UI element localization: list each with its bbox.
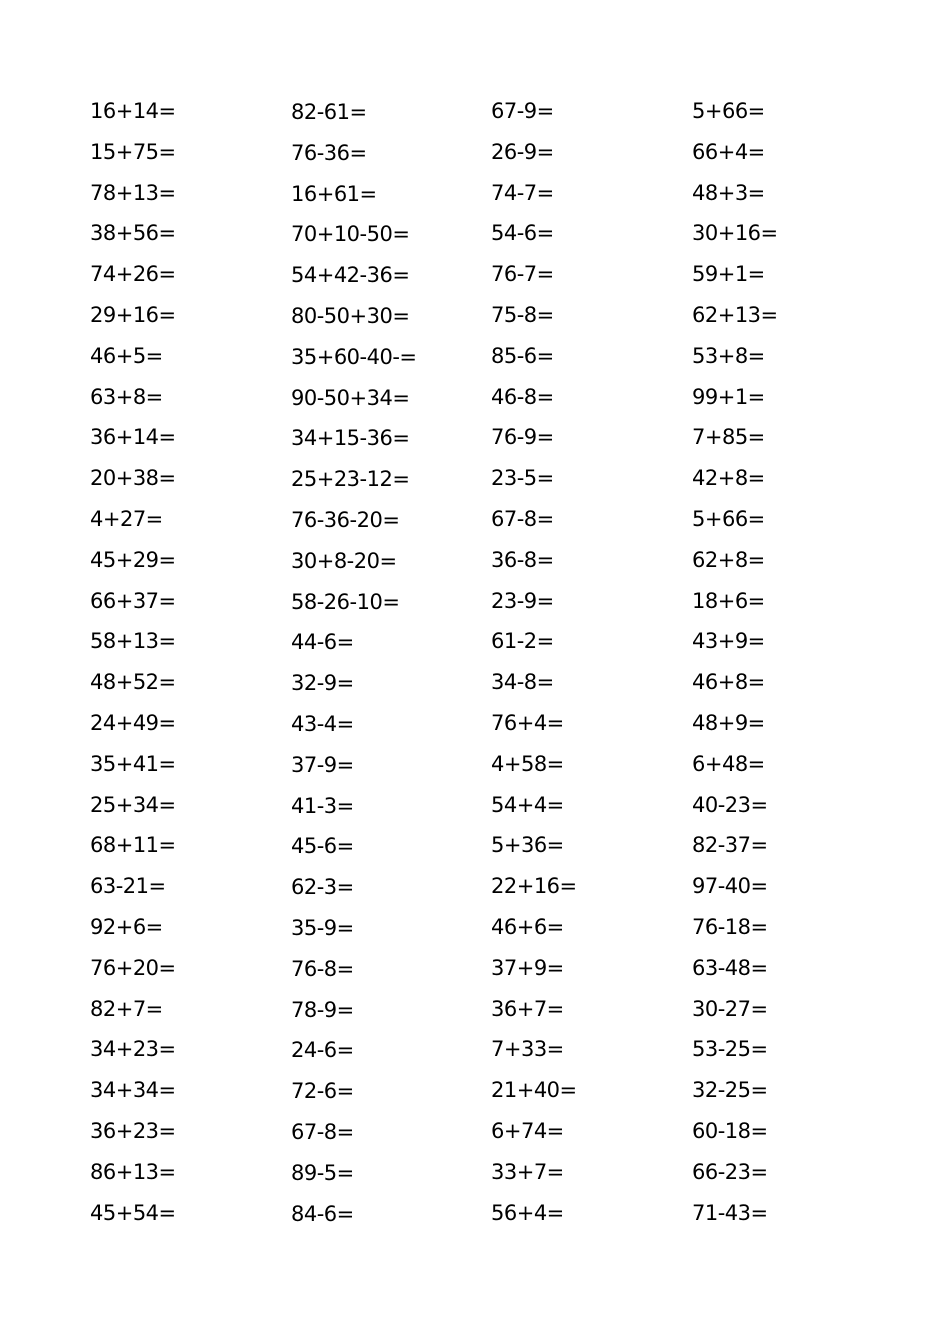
arithmetic-problem: 46+5= <box>90 343 163 368</box>
arithmetic-problem: 25+23-12= <box>291 467 410 492</box>
arithmetic-problem: 66+4= <box>692 139 765 164</box>
arithmetic-problem: 25+34= <box>90 792 176 817</box>
arithmetic-problem: 72-6= <box>291 1079 354 1104</box>
problem-column-2 <box>291 97 491 1239</box>
problem-column-1 <box>90 97 290 1239</box>
arithmetic-problem: 16+61= <box>291 181 377 206</box>
arithmetic-problem: 15+75= <box>90 139 176 164</box>
arithmetic-problem: 34-8= <box>491 670 554 695</box>
arithmetic-problem: 37+9= <box>491 955 564 980</box>
arithmetic-problem: 36+7= <box>491 996 564 1021</box>
arithmetic-problem: 45+29= <box>90 547 176 572</box>
arithmetic-problem: 74-7= <box>491 180 554 205</box>
arithmetic-problem: 74+26= <box>90 262 176 287</box>
arithmetic-problem: 58+13= <box>90 629 176 654</box>
arithmetic-problem: 76-36= <box>291 140 367 165</box>
arithmetic-problem: 24+49= <box>90 710 176 735</box>
arithmetic-problem: 43+9= <box>692 629 765 654</box>
arithmetic-problem: 46+8= <box>692 670 765 695</box>
arithmetic-problem: 18+6= <box>692 588 765 613</box>
arithmetic-problem: 63+8= <box>90 384 163 409</box>
arithmetic-problem: 48+52= <box>90 670 176 695</box>
arithmetic-problem: 54-6= <box>491 221 554 246</box>
arithmetic-problem: 7+33= <box>491 1037 564 1062</box>
arithmetic-problem: 6+74= <box>491 1118 564 1143</box>
arithmetic-problem: 20+38= <box>90 466 176 491</box>
arithmetic-problem: 16+14= <box>90 99 176 123</box>
arithmetic-problem: 48+9= <box>692 710 765 735</box>
arithmetic-problem: 61-2= <box>491 629 554 654</box>
arithmetic-problem: 22+16= <box>491 874 577 899</box>
arithmetic-problem: 35+60-40-= <box>291 344 417 369</box>
arithmetic-problem: 78+13= <box>90 180 176 205</box>
arithmetic-problem: 46-8= <box>491 384 554 409</box>
arithmetic-problem: 86+13= <box>90 1159 176 1184</box>
arithmetic-problem: 53+8= <box>692 343 765 368</box>
arithmetic-problem: 30+16= <box>692 221 778 246</box>
arithmetic-problem: 53-25= <box>692 1037 768 1062</box>
arithmetic-problem: 45+54= <box>90 1200 176 1225</box>
arithmetic-problem: 4+58= <box>491 751 564 776</box>
arithmetic-problem: 78-9= <box>291 997 354 1022</box>
arithmetic-problem: 34+34= <box>90 1078 176 1103</box>
arithmetic-problem: 76-18= <box>692 914 768 939</box>
arithmetic-problem: 34+23= <box>90 1037 176 1062</box>
arithmetic-problem: 37-9= <box>291 752 354 777</box>
arithmetic-problem: 5+36= <box>491 833 564 858</box>
arithmetic-problem: 30+8-20= <box>291 548 397 573</box>
arithmetic-problem: 75-8= <box>491 302 554 327</box>
arithmetic-problem: 41-3= <box>291 793 354 818</box>
arithmetic-problem: 89-5= <box>291 1160 354 1185</box>
arithmetic-problem: 26-9= <box>491 139 554 164</box>
arithmetic-problem: 33+7= <box>491 1159 564 1184</box>
arithmetic-problem: 97-40= <box>692 874 768 899</box>
arithmetic-problem: 36+14= <box>90 425 176 450</box>
arithmetic-problem: 32-9= <box>291 671 354 696</box>
arithmetic-problem: 54+4= <box>491 792 564 817</box>
arithmetic-problem: 85-6= <box>491 343 554 368</box>
arithmetic-problem: 35+41= <box>90 751 176 776</box>
arithmetic-problem: 34+15-36= <box>291 426 410 451</box>
arithmetic-problem: 24-6= <box>291 1038 354 1063</box>
arithmetic-problem: 7+85= <box>692 425 765 450</box>
arithmetic-problem: 76-36-20= <box>291 507 400 532</box>
problem-column-4 <box>692 97 892 1239</box>
arithmetic-problem: 67-8= <box>491 506 554 531</box>
arithmetic-problem: 36-8= <box>491 547 554 572</box>
arithmetic-problem: 62+8= <box>692 547 765 572</box>
arithmetic-problem: 63-21= <box>90 874 166 899</box>
arithmetic-problem: 38+56= <box>90 221 176 246</box>
arithmetic-problem: 5+66= <box>692 99 765 123</box>
arithmetic-problem: 4+27= <box>90 506 163 531</box>
arithmetic-problem: 70+10-50= <box>291 222 410 247</box>
arithmetic-problem: 67-9= <box>491 99 554 123</box>
arithmetic-problem: 46+6= <box>491 914 564 939</box>
arithmetic-problem: 84-6= <box>291 1201 354 1226</box>
arithmetic-problem: 66-23= <box>692 1159 768 1184</box>
arithmetic-problem: 42+8= <box>692 466 765 491</box>
arithmetic-problem: 80-50+30= <box>291 303 410 328</box>
arithmetic-problem: 76+20= <box>90 955 176 980</box>
arithmetic-problem: 99+1= <box>692 384 765 409</box>
arithmetic-problem: 23-5= <box>491 466 554 491</box>
arithmetic-problem: 82+7= <box>90 996 163 1021</box>
arithmetic-problem: 36+23= <box>90 1118 176 1143</box>
arithmetic-problem: 58-26-10= <box>291 589 400 614</box>
arithmetic-problem: 76+4= <box>491 710 564 735</box>
arithmetic-problem: 82-61= <box>291 100 367 124</box>
arithmetic-problem: 71-43= <box>692 1200 768 1225</box>
arithmetic-problem: 30-27= <box>692 996 768 1021</box>
arithmetic-problem: 68+11= <box>90 833 176 858</box>
arithmetic-problem: 90-50+34= <box>291 385 410 410</box>
arithmetic-problem: 76-7= <box>491 262 554 287</box>
arithmetic-problem: 62-3= <box>291 875 354 900</box>
arithmetic-problem: 54+42-36= <box>291 263 410 288</box>
arithmetic-problem: 60-18= <box>692 1118 768 1143</box>
arithmetic-problem: 92+6= <box>90 914 163 939</box>
arithmetic-problem: 32-25= <box>692 1078 768 1103</box>
arithmetic-problem: 6+48= <box>692 751 765 776</box>
arithmetic-problem: 76-9= <box>491 425 554 450</box>
arithmetic-problem: 21+40= <box>491 1078 577 1103</box>
arithmetic-problem: 45-6= <box>291 834 354 859</box>
arithmetic-problem: 62+13= <box>692 302 778 327</box>
arithmetic-problem: 5+66= <box>692 506 765 531</box>
arithmetic-problem: 76-8= <box>291 956 354 981</box>
arithmetic-problem: 48+3= <box>692 180 765 205</box>
arithmetic-problem: 82-37= <box>692 833 768 858</box>
arithmetic-problem: 63-48= <box>692 955 768 980</box>
arithmetic-problem: 23-9= <box>491 588 554 613</box>
arithmetic-problem: 59+1= <box>692 262 765 287</box>
arithmetic-problem: 67-8= <box>291 1119 354 1144</box>
arithmetic-problem: 56+4= <box>491 1200 564 1225</box>
arithmetic-problem: 66+37= <box>90 588 176 613</box>
arithmetic-problem: 29+16= <box>90 302 176 327</box>
problem-column-3 <box>491 97 691 1239</box>
arithmetic-problem: 43-4= <box>291 711 354 736</box>
arithmetic-problem: 40-23= <box>692 792 768 817</box>
arithmetic-problem: 44-6= <box>291 630 354 655</box>
arithmetic-problem: 35-9= <box>291 915 354 940</box>
